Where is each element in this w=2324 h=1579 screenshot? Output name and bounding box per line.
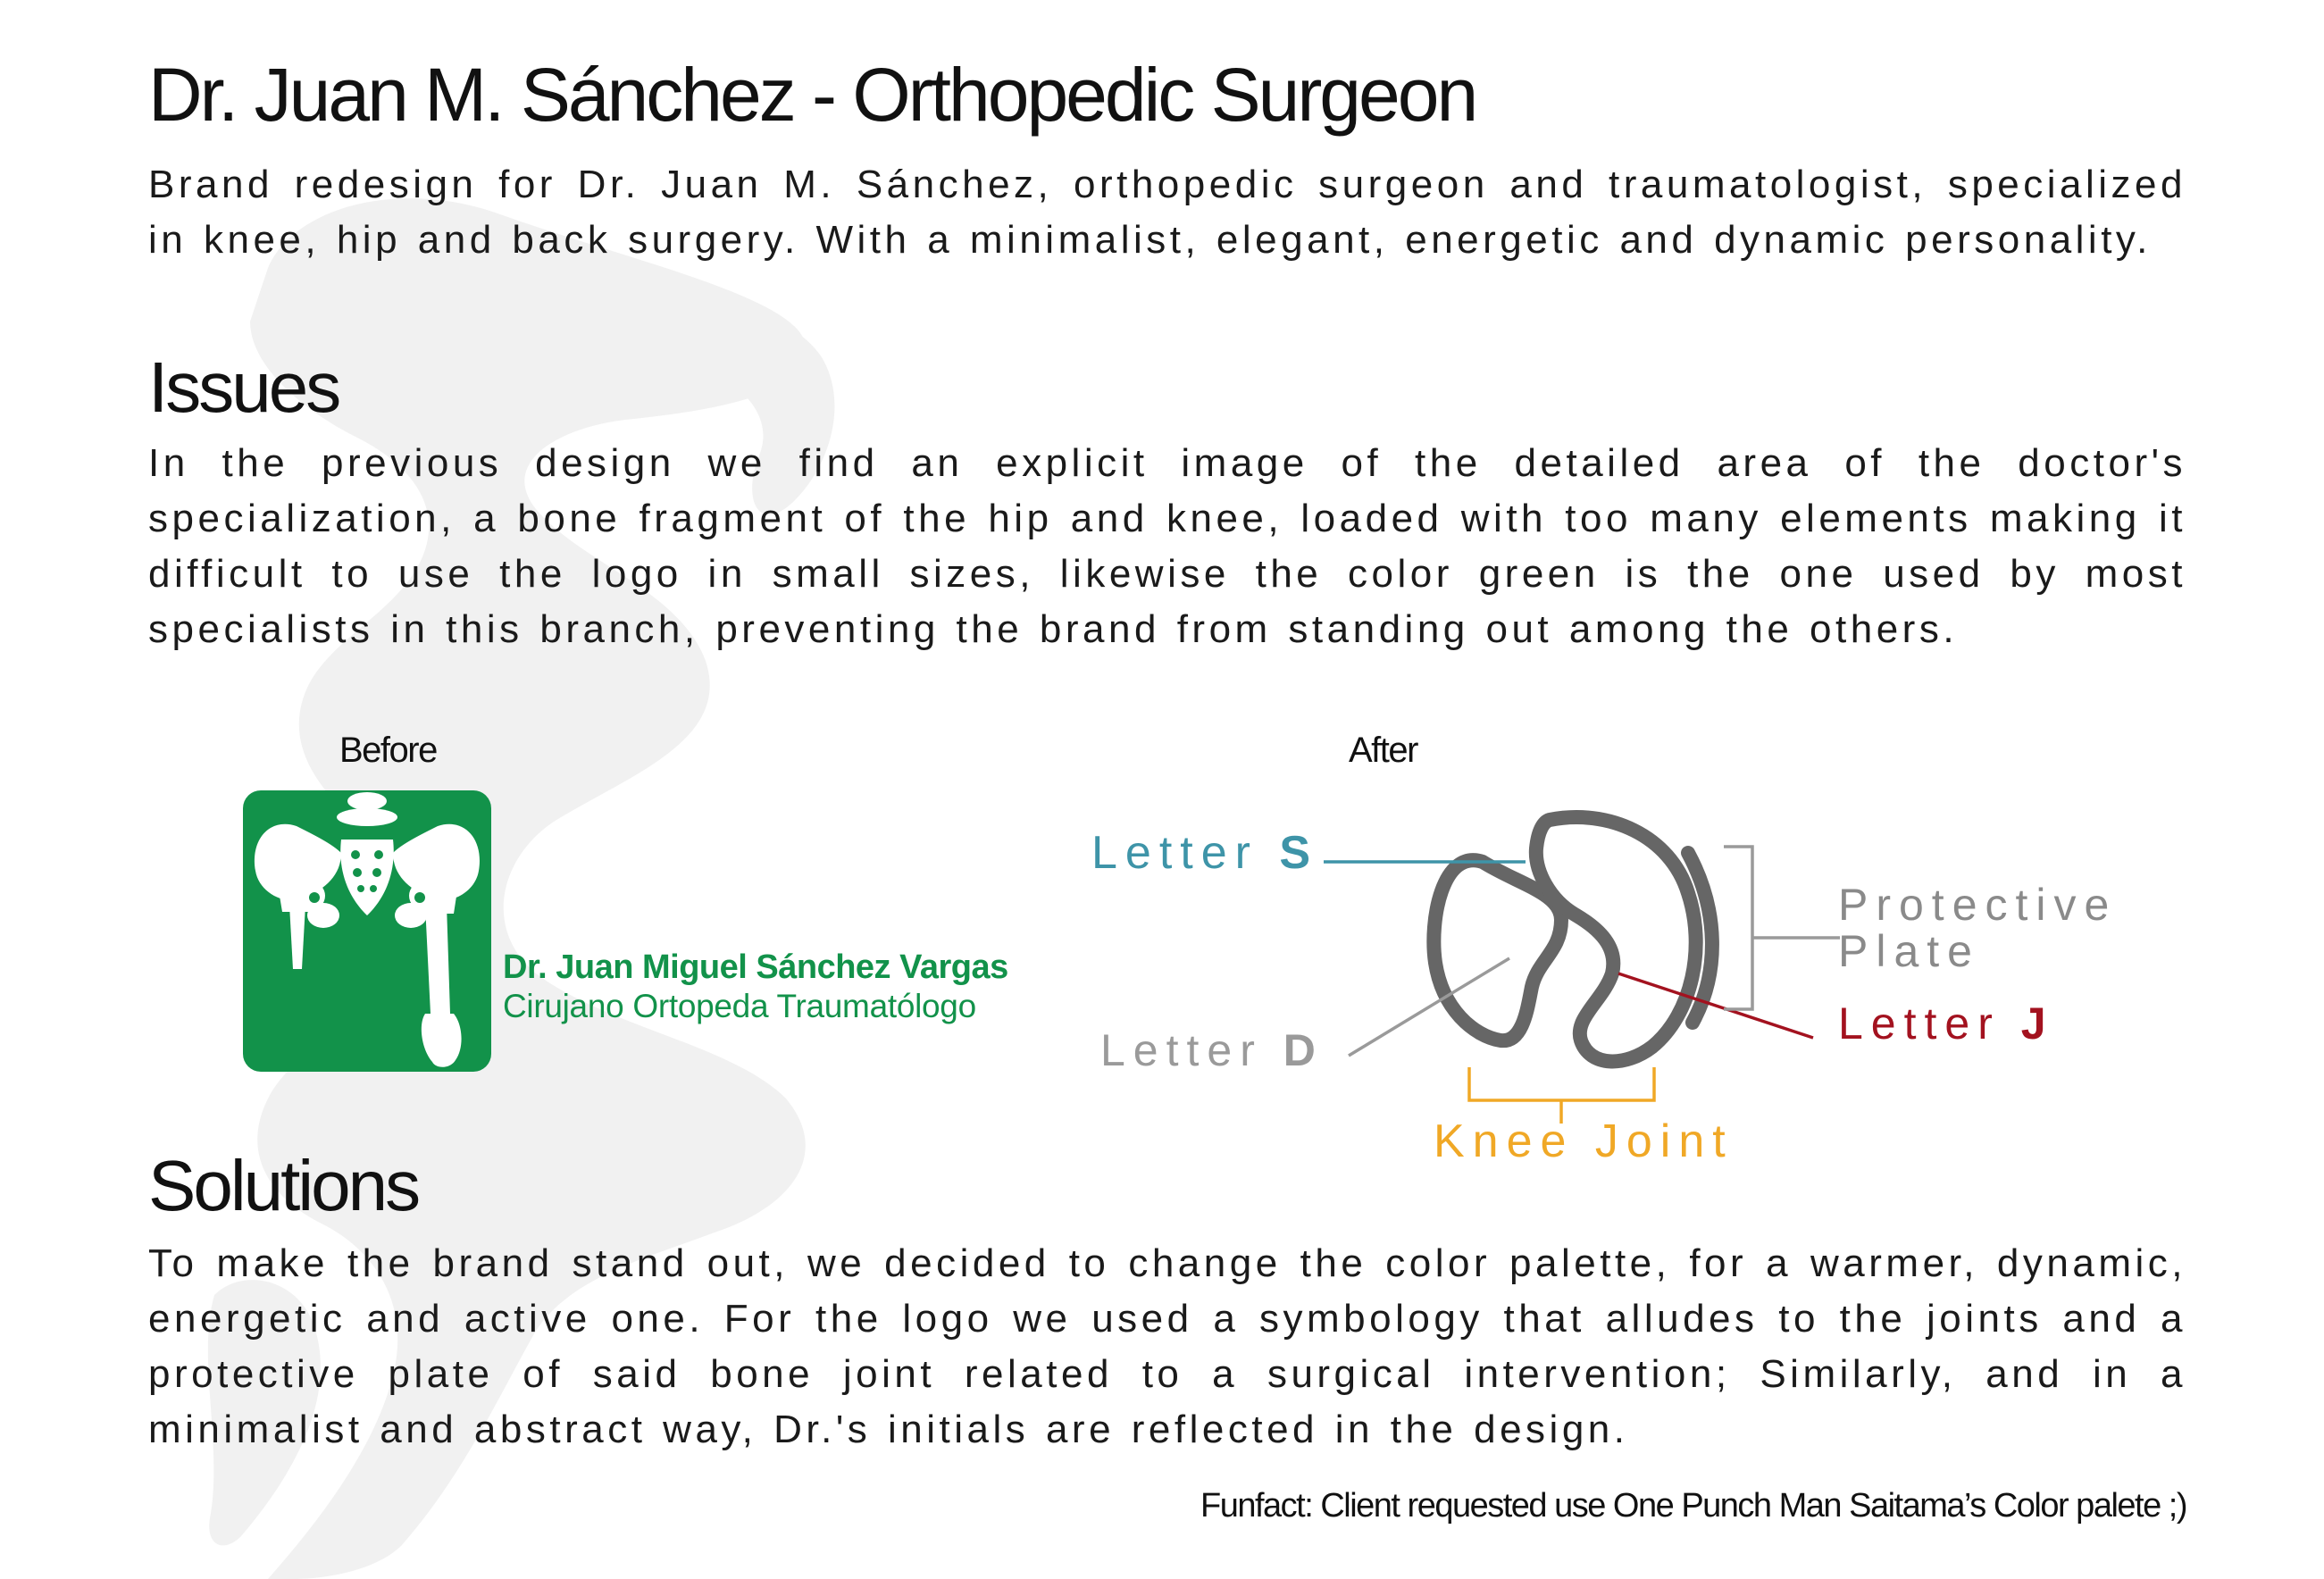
after-caption: After: [1349, 731, 1417, 770]
old-logo-subtitle: Cirujano Ortopeda Traumatólogo: [503, 988, 976, 1024]
letter-s-label: Letter S: [1091, 827, 1319, 879]
old-logo: [243, 790, 491, 1072]
old-logo-name: Dr. Juan Miguel Sánchez Vargas: [503, 948, 1008, 986]
solutions-heading: Solutions: [148, 1146, 419, 1225]
funfact-note: Funfact: Client requested use One Punch Man Saitama’s Color palete ;): [1200, 1487, 2186, 1525]
intro-paragraph: Brand redesign for Dr. Juan M. Sánchez, orthopedic surgeon and traumatologist, specialized in knee, hip and back surgery. With a minimalist, elegant, energetic and dynamic personality.: [148, 163, 2186, 262]
before-caption: Before: [339, 731, 437, 770]
pelvis-bone-icon: [243, 790, 491, 1072]
issues-heading: Issues: [148, 347, 339, 427]
letter-d-label: Letter D: [1100, 1025, 1324, 1075]
new-logo-diagram: [1072, 786, 2197, 1179]
issues-paragraph: In the previous design we find an explicit image of the detailed area of the doctor's specialization, a bone fragment of the hip and knee, loaded with too many elements making it difficult to use the logo in small sizes, likewise the color green is the one used by most specialists in this branch, preventing the brand from standing out among the others.: [148, 441, 2186, 651]
knee-joint-label: Knee Joint: [1434, 1115, 1734, 1167]
page-title: Dr. Juan M. Sánchez - Orthopedic Surgeon: [148, 53, 1476, 137]
protective-plate-label: Protective Plate: [1838, 880, 2118, 976]
solutions-paragraph: To make the brand stand out, we decided to change the color palette, for a warmer, dynamic, energetic and active one. For the logo we used a symbology that alludes to the joints and a protective plate of said bone joint related to a surgical intervention; Similarly, and in a minimalist and abstract way, Dr.'s initials are reflected in the design.: [148, 1241, 2186, 1451]
joint-logo-icon: [1434, 817, 1712, 1061]
letter-j-label: Letter J: [1838, 998, 2054, 1048]
